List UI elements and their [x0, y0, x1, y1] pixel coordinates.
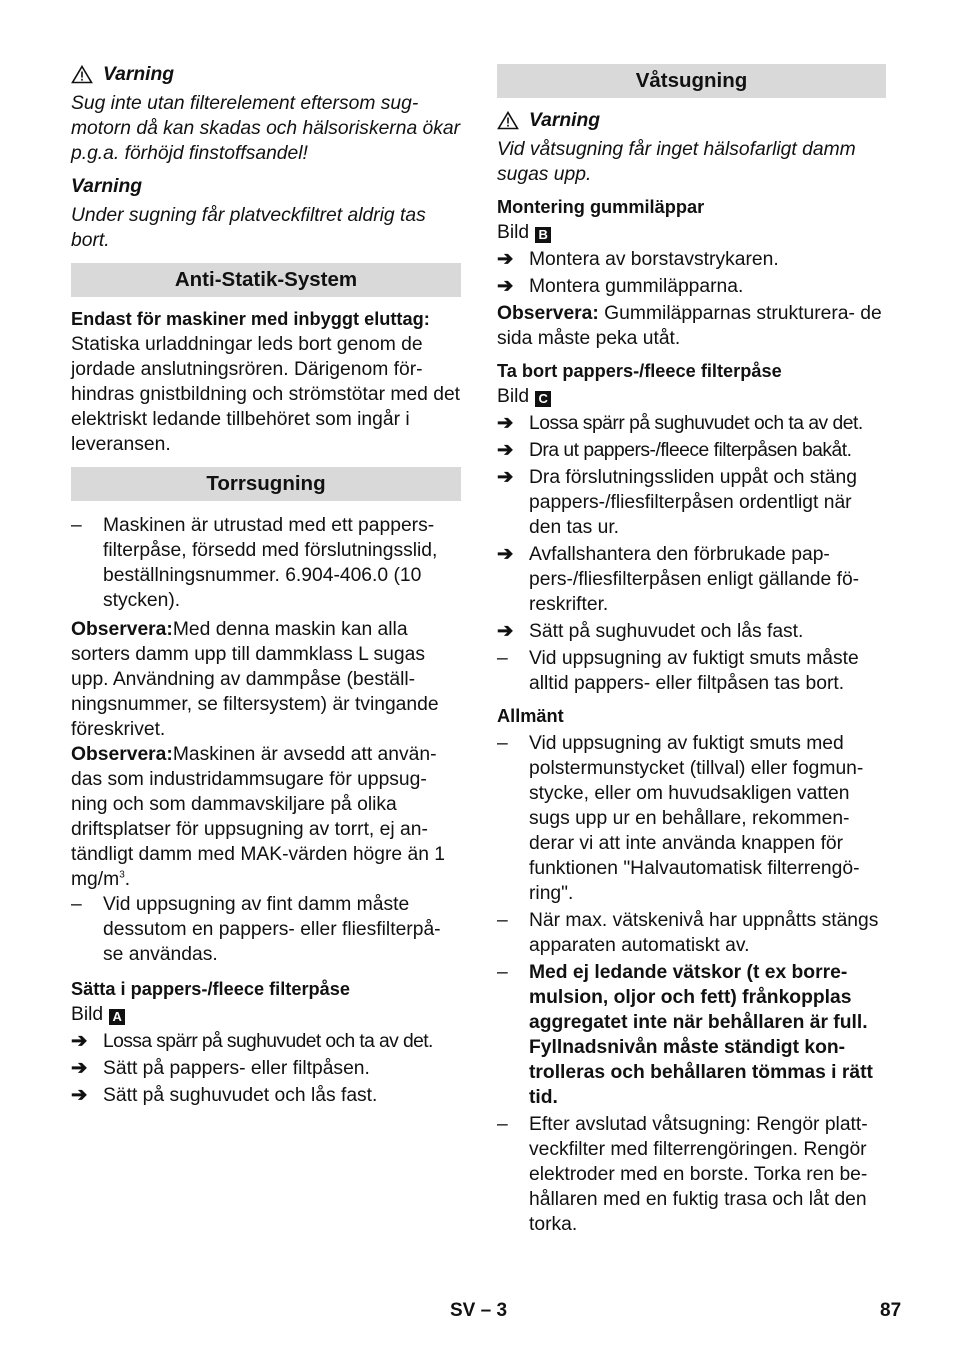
observera-label: Observera: [71, 619, 173, 640]
list-item [497, 1112, 886, 1237]
subheading-montering: Montering gummiläppar [497, 197, 705, 217]
list-item [71, 513, 461, 613]
warning-title: Varning [103, 64, 175, 85]
step-text: Lossa spärr på sughuvudet och ta av det. [529, 413, 863, 434]
list-item [497, 646, 886, 696]
observera-label: Observera: [497, 303, 599, 324]
warning-text-2: Under sugning får platveckfiltret aldrig tas bort. [71, 205, 426, 251]
warning-title: Varning [529, 110, 601, 131]
section-heading-antistatik: Anti-Statik-System [71, 263, 461, 297]
footer-section-label: SV – 3 [450, 1300, 508, 1321]
step-item [497, 274, 886, 299]
warning-title-2: Varning [71, 176, 143, 197]
list-item-text: Vid uppsugning av fuktigt smuts med polstermunstycket (tillval) eller fogmun- stycke, eller om huvudsakligen vatten sugs upp ur en behållare, rekommen- derar vi att inte använda knappen för funktionen "Halvautomatisk filterrengö- ring". [529, 733, 864, 904]
section-heading-vatsugning: Våtsugning [497, 64, 886, 98]
step-item [71, 1056, 461, 1081]
step-text: Montera gummiläpparna. [529, 276, 744, 297]
figure-reference [71, 1002, 461, 1027]
antistatik-note: Endast för maskiner med inbyggt eluttag: [71, 309, 430, 329]
figure-reference [497, 220, 886, 245]
arrow-icon: ➔ [497, 440, 514, 461]
step-text: Lossa spärr på sughuvudet och ta av det. [103, 1031, 433, 1052]
warning-triangle-icon [497, 111, 519, 130]
arrow-icon: ➔ [497, 413, 514, 434]
bild-label: Bild [497, 386, 530, 407]
list-item-text: Maskinen är utrustad med ett pappers- filterpåse, försedd med förslutningsslid, beställningsnummer. 6.904-406.0 (10 stycken). [103, 515, 438, 611]
step-item [497, 438, 886, 463]
warning-text: Sug inte utan filterelement eftersom sug- motorn då kan skadas och hälsoriskerna ökar p.g.a. förhöjd finstoffsandel! [71, 93, 461, 164]
step-text: Sätt på pappers- eller filtpåsen. [103, 1058, 370, 1079]
step-item [71, 1029, 461, 1054]
observera-paragraph-2 [71, 742, 461, 892]
figure-reference [497, 384, 886, 409]
step-text: Dra ut pappers-/fleece filterpåsen bakåt. [529, 440, 852, 461]
dash-marker: – [71, 515, 82, 536]
page-number: 87 [880, 1300, 902, 1321]
list-item-text: När max. vätskenivå har uppnåtts stängs apparaten automatiskt av. [529, 910, 879, 956]
step-item [497, 542, 886, 617]
warning-text: Vid våtsugning får inget hälsofarligt damm sugas upp. [497, 139, 856, 185]
step-text: Sätt på sughuvudet och lås fast. [529, 621, 804, 642]
arrow-icon: ➔ [497, 276, 514, 297]
dash-marker: – [497, 733, 508, 754]
warning-triangle-icon [71, 65, 93, 84]
observera-label: Observera: [71, 744, 173, 765]
arrow-icon: ➔ [497, 467, 514, 488]
warning-heading [71, 62, 461, 87]
arrow-icon: ➔ [71, 1058, 88, 1079]
arrow-icon: ➔ [497, 544, 514, 565]
figure-badge: C [535, 391, 551, 407]
right-column [497, 64, 886, 1237]
period: . [124, 869, 131, 890]
subheading-allmant: Allmänt [497, 706, 564, 726]
list-item [497, 731, 886, 906]
subheading-tabort: Ta bort pappers-/fleece filterpåse [497, 361, 782, 381]
list-item-text: Med ej ledande vätskor (t ex borre- mulsion, oljor och fett) frånkopplas aggregatet inte när behållaren är full. Fyllnadsnivån måste ständigt kon- trolleras och behållaren tömmas i rätt tid. [529, 962, 873, 1108]
list-item-text: Efter avslutad våtsugning: Rengör platt- veckfilter med filterrengöringen. Rengör elektroder med en borste. Torka ren be- hållaren med en fuktig trasa och låt den torka. [529, 1114, 868, 1235]
step-item [497, 619, 886, 644]
warning-heading [497, 108, 886, 133]
dash-marker: – [497, 1114, 508, 1135]
dash-marker: – [497, 910, 508, 931]
dash-marker: – [497, 962, 508, 983]
antistatik-text: Statiska urladdningar leds bort genom de jordade anslutningsrören. Därigenom för- hindras gnistbildning och strömstötar med det elektriskt ledande tillbehöret som ingår i leveransen. [71, 334, 461, 455]
arrow-icon: ➔ [71, 1031, 88, 1052]
list-item-text: Vid uppsugning av fint damm måste dessutom en pappers- eller fliesfilterpå- se användas. [103, 894, 441, 965]
list-item [71, 892, 461, 967]
figure-badge: B [535, 227, 551, 243]
section-heading-torrsugning: Torrsugning [71, 467, 461, 501]
step-text: Avfallshantera den förbrukade pap- pers-/fliesfilterpåsen enligt gällande fö- reskrifter. [529, 544, 860, 615]
arrow-icon: ➔ [71, 1085, 88, 1106]
subheading-satta: Sätta i pappers-/fleece filterpåse [71, 979, 350, 999]
observera-paragraph-1 [71, 617, 461, 742]
superscript: 3 [119, 869, 125, 881]
dash-marker: – [497, 648, 508, 669]
list-item-text: Vid uppsugning av fuktigt smuts måste alltid pappers- eller filtpåsen tas bort. [529, 648, 859, 694]
bild-label: Bild [497, 222, 530, 243]
bild-label: Bild [71, 1004, 104, 1025]
list-item [497, 960, 886, 1110]
step-item [497, 411, 886, 436]
step-item [497, 465, 886, 540]
step-text: Dra förslutningssliden uppåt och stäng pappers-/fliesfilterpåsen ordentligt när den tas ur. [529, 467, 857, 538]
left-column [71, 60, 461, 1108]
observera-paragraph [497, 301, 886, 351]
figure-badge: A [109, 1009, 125, 1025]
arrow-icon: ➔ [497, 621, 514, 642]
step-item [71, 1083, 461, 1108]
observera-text: Gummiläpparnas strukturera- de sida måste peka utåt. [497, 303, 882, 349]
observera-text: Med denna maskin kan alla sorters damm upp till dammklass L sugas upp. Användning av dammpåse (beställ- ningsnummer, se filtersystem) är tvingande föreskrivet. [71, 619, 439, 740]
list-item [497, 908, 886, 958]
step-text: Sätt på sughuvudet och lås fast. [103, 1085, 378, 1106]
arrow-icon: ➔ [497, 249, 514, 270]
dash-marker: – [71, 894, 82, 915]
step-item [497, 247, 886, 272]
observera-text: Maskinen är avsedd att använ- das som industridammsugare för uppsug- ning och som dammavskiljare på olika driftsplatser för uppsugning av torrt, ej an- tändligt damm med MAK-värden högre än 1 mg/m [71, 744, 446, 890]
step-text: Montera av borstavstrykaren. [529, 249, 779, 270]
